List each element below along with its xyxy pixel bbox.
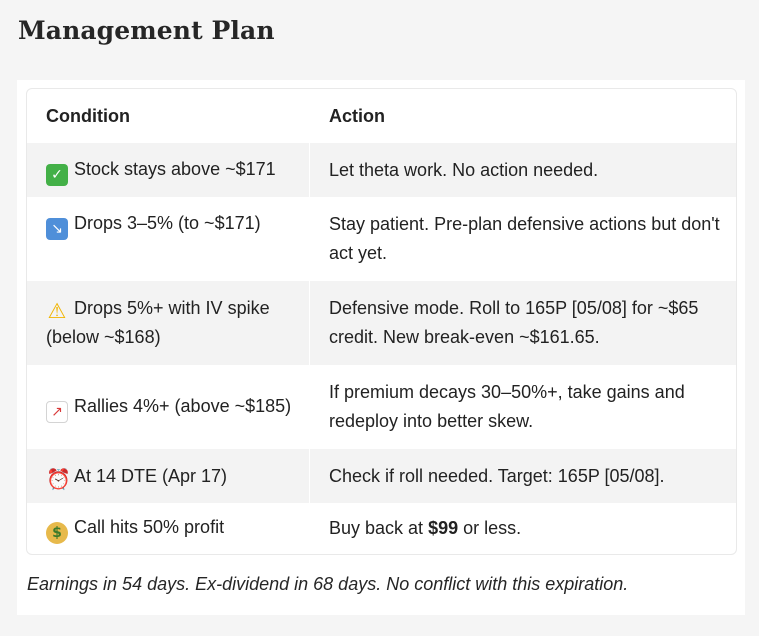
- page-title: Management Plan: [18, 16, 275, 45]
- warning-icon: ⚠: [47, 299, 67, 323]
- footnote: Earnings in 54 days. Ex-dividend in 68 days. No conflict with this expiration.: [27, 574, 629, 594]
- alarm-clock-icon: ⏰: [46, 466, 71, 491]
- action-cell: Stay patient. Pre-plan defensive actions but don't act yet.: [329, 214, 720, 263]
- buyback-price: $99: [428, 518, 459, 538]
- table-header-row: [27, 89, 736, 143]
- condition-cell: [27, 197, 310, 281]
- condition-cell: [27, 143, 310, 197]
- action-cell: Defensive mode. Roll to 165P [05/08] for ~$65 credit. New break-even ~$161.65.: [329, 298, 699, 347]
- table-row: [27, 365, 736, 449]
- condition-text: Rallies 4%+ (above ~$185): [74, 395, 292, 416]
- condition-text: Call hits 50% profit: [74, 517, 225, 537]
- condition-text: At 14 DTE (Apr 17): [74, 465, 228, 486]
- action-cell: Let theta work. No action needed.: [329, 159, 599, 180]
- action-cell: Check if roll needed. Target: 165P [05/08].: [329, 465, 665, 486]
- money-bag-icon: $: [46, 522, 68, 544]
- table-row: [27, 503, 736, 554]
- down-right-arrow-icon: ↘: [46, 218, 68, 240]
- action-text-suffix: or less.: [458, 518, 522, 538]
- condition-cell: [27, 503, 310, 554]
- condition-cell: [27, 365, 310, 449]
- column-header-action: Action: [329, 105, 385, 126]
- management-plan-panel: [17, 80, 745, 615]
- condition-text: Stock stays above ~$171: [74, 158, 276, 179]
- action-cell: [310, 514, 736, 543]
- table-row: [27, 449, 736, 503]
- condition-text: Drops 5%+ with IV spike (below ~$168): [46, 298, 270, 347]
- action-cell: If premium decays 30–50%+, take gains and redeploy into better skew.: [329, 382, 685, 431]
- management-plan-table: [26, 88, 737, 555]
- action-text: Buy back at: [329, 518, 429, 538]
- condition-cell: [27, 449, 310, 503]
- table-row: [27, 281, 736, 365]
- chart-increasing-icon: ↗: [46, 401, 68, 423]
- condition-cell: [27, 281, 310, 365]
- condition-text: Drops 3–5% (to ~$171): [74, 213, 261, 233]
- check-mark-icon: ✓: [46, 164, 68, 186]
- table-row: [27, 143, 736, 197]
- column-header-condition: Condition: [46, 105, 130, 126]
- table-row: [27, 197, 736, 281]
